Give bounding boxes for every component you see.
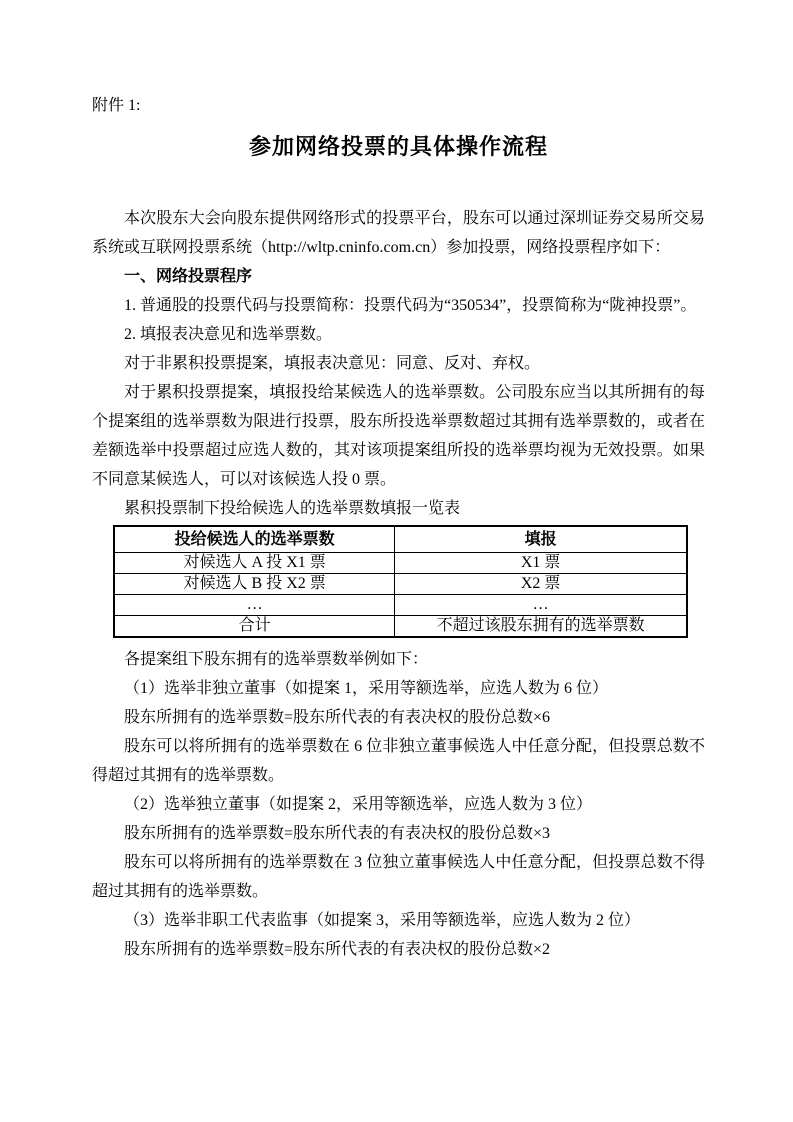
cumulative-paragraph: 对于累积投票提案，填报投给某候选人的选举票数。公司股东应当以其所拥有的每个提案组的选举票数为限进行投票，股东所投选举票数超过其拥有选举票数的，或者在差额选举中投票超过应选人数的，其对该项提案组所投的选举票均视为无效投票。如果不同意某候选人，可以对该候选人投 0 票。 xyxy=(92,384,705,488)
item-2-fill-opinion: 2. 填报表决意见和选举票数。 xyxy=(124,326,333,343)
example-3-title: （3）选举非职工代表监事（如提案 3，采用等额选举，应选人数为 2 位） xyxy=(124,912,641,929)
example-1-note: 股东可以将所拥有的选举票数在 6 位非独立董事候选人中任意分配，但投票总数不得超过其拥有的选举票数。 xyxy=(92,738,705,784)
non-cumulative-paragraph: 对于非累积投票提案，填报表决意见：同意、反对、弃权。 xyxy=(124,355,541,372)
table-row xyxy=(114,595,687,616)
examples-intro: 各提案组下股东拥有的选举票数举例如下： xyxy=(124,651,429,668)
table-row xyxy=(114,553,687,574)
table-cell: … xyxy=(114,595,395,616)
table-cell: X1 票 xyxy=(395,553,687,574)
table-cell: 对候选人 B 投 X2 票 xyxy=(114,574,395,595)
table-row xyxy=(114,574,687,595)
attachment-label: 附件 1: xyxy=(92,97,141,114)
table-cell: … xyxy=(395,595,687,616)
table-caption: 累积投票制下投给候选人的选举票数填报一览表 xyxy=(124,500,461,517)
example-1-title: （1）选举非独立董事（如提案 1，采用等额选举，应选人数为 6 位） xyxy=(124,680,609,697)
document-title: 参加网络投票的具体操作流程 xyxy=(248,134,548,159)
section-1-heading: 一、网络投票程序 xyxy=(124,268,253,285)
example-2-note: 股东可以将所拥有的选举票数在 3 位独立董事候选人中任意分配，但投票总数不得超过其拥有的选举票数。 xyxy=(92,854,705,900)
item-1-vote-code: 1. 普通股的投票代码与投票简称：投票代码为“350534”，投票简称为“陇神投票”。 xyxy=(124,297,697,314)
table-cell: X2 票 xyxy=(395,574,687,595)
cumulative-vote-table xyxy=(113,525,688,638)
example-3-formula: 股东所拥有的选举票数=股东所代表的有表决权的股份总数×2 xyxy=(124,941,551,958)
example-1-formula: 股东所拥有的选举票数=股东所代表的有表决权的股份总数×6 xyxy=(124,709,551,726)
table-row-total xyxy=(114,616,687,638)
table-header-fill: 填报 xyxy=(395,526,687,553)
table-cell: 不超过该股东拥有的选举票数 xyxy=(395,616,687,638)
table-header-votes: 投给候选人的选举票数 xyxy=(114,526,395,553)
table-cell: 对候选人 A 投 X1 票 xyxy=(114,553,395,574)
example-2-formula: 股东所拥有的选举票数=股东所代表的有表决权的股份总数×3 xyxy=(124,825,551,842)
table-cell: 合计 xyxy=(114,616,395,638)
intro-paragraph: 本次股东大会向股东提供网络形式的投票平台，股东可以通过深圳证券交易所交易系统或互联网投票系统（http://wltp.cninfo.com.cn）参加投票，网络投票程序如下： xyxy=(92,210,705,256)
table-header-row xyxy=(114,526,687,553)
example-2-title: （2）选举独立董事（如提案 2，采用等额选举，应选人数为 3 位） xyxy=(124,796,593,813)
